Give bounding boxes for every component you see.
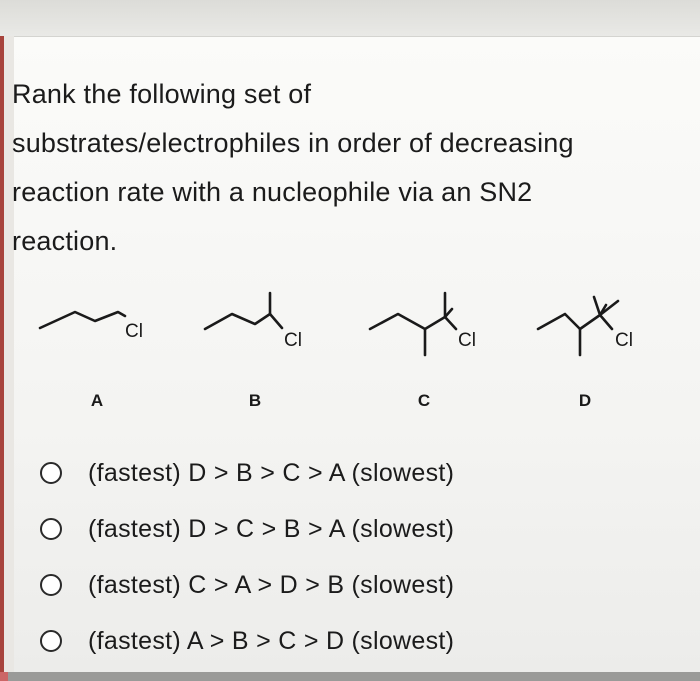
structure-d-cl-bond — [600, 315, 612, 329]
answer-option-2[interactable] — [40, 501, 680, 557]
structure-d-cl: Cl — [615, 330, 633, 351]
question-text — [12, 70, 672, 266]
structure-c-cl: Cl — [458, 330, 476, 351]
structure-b-label: B — [248, 391, 262, 410]
radio-button[interactable] — [40, 518, 62, 540]
question-line: reaction. — [12, 226, 118, 256]
structures-panel — [0, 285, 700, 415]
radio-button[interactable] — [40, 574, 62, 596]
radio-button[interactable] — [40, 630, 62, 652]
answer-options — [40, 445, 680, 669]
answer-option-3[interactable] — [40, 557, 680, 613]
answer-option-label: (fastest) D > B > C > A (slowest) — [88, 458, 455, 487]
answer-option-label: (fastest) C > A > D > B (slowest) — [88, 570, 455, 599]
structure-a-label: A — [90, 391, 104, 410]
structure-d-branch-up — [594, 297, 600, 315]
question-line: substrates/electrophiles in order of decreasing — [12, 128, 574, 158]
structure-d-label: D — [578, 391, 592, 410]
structure-c-cl-bond — [445, 317, 456, 329]
bottom-band — [0, 672, 700, 681]
structure-b-bonds — [205, 314, 282, 329]
structure-d-bonds — [538, 305, 606, 329]
top-band — [0, 0, 700, 36]
structure-c-bonds — [370, 309, 452, 329]
answer-option-label: (fastest) D > C > B > A (slowest) — [88, 514, 455, 543]
structure-a-bonds — [40, 312, 125, 328]
structure-b-cl: Cl — [284, 330, 302, 351]
answer-option-4[interactable] — [40, 613, 680, 669]
question-line: Rank the following set of — [12, 79, 312, 109]
structure-a-cl: Cl — [125, 321, 143, 342]
radio-button[interactable] — [40, 462, 62, 484]
structure-c-label: C — [417, 391, 431, 410]
answer-option-1[interactable] — [40, 445, 680, 501]
question-line: reaction rate with a nucleophile via an SN2 — [12, 177, 533, 207]
structures-svg — [0, 285, 700, 415]
answer-option-label: (fastest) A > B > C > D (slowest) — [88, 626, 455, 655]
